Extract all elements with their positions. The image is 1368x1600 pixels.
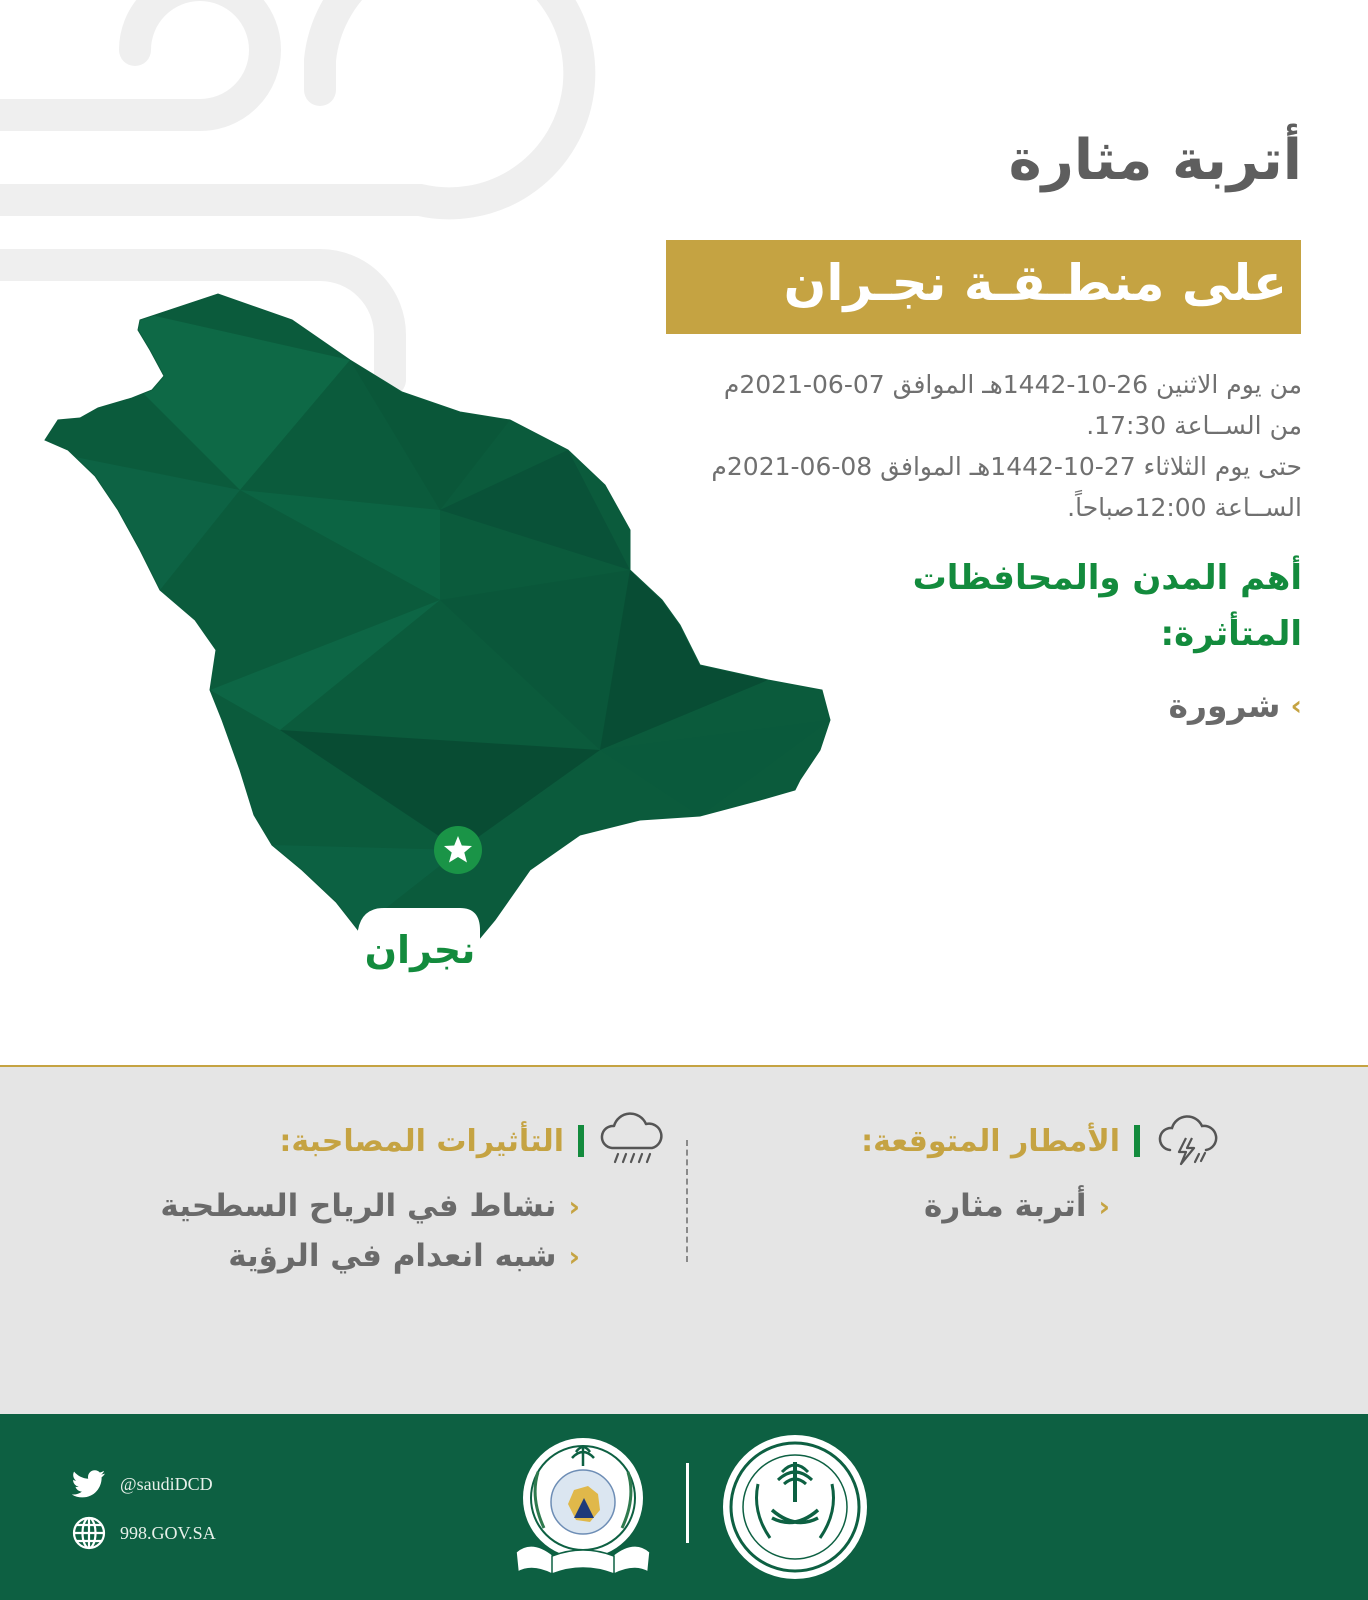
expected-section-title: الأمطار المتوقعة: — [861, 1123, 1120, 1159]
effects-item — [228, 1238, 580, 1274]
website-url: 998.GOV.SA — [120, 1522, 216, 1543]
globe-icon — [72, 1516, 106, 1550]
effects-item-label: شبه انعدام في الرؤية — [228, 1238, 557, 1274]
civil-defense-emblem — [502, 1432, 664, 1582]
map-region-label: نجران — [364, 928, 476, 972]
effects-item — [160, 1188, 580, 1224]
region-label: على منطـقـة نجـران — [783, 254, 1287, 312]
column-divider — [686, 1140, 688, 1262]
effects-item-label: نشاط في الرياح السطحية — [160, 1188, 557, 1224]
rain-cloud-icon — [598, 1108, 664, 1174]
twitter-link[interactable] — [72, 1470, 213, 1498]
twitter-handle: @saudiDCD — [120, 1473, 213, 1494]
period-line: من الســاعة 17:30. — [1086, 411, 1302, 440]
expected-item — [924, 1188, 1110, 1224]
region-banner — [666, 240, 1301, 334]
section-marker — [1134, 1125, 1140, 1157]
alert-period — [642, 364, 1302, 528]
section-marker — [578, 1125, 584, 1157]
period-line: حتى يوم الثلاثاء 27-10-1442هـ الموافق 08-06-2021م — [711, 452, 1302, 481]
chevron-left-icon: ‹ — [568, 1239, 580, 1273]
chevron-left-icon: ‹ — [1290, 689, 1302, 722]
storm-cloud-icon — [1154, 1108, 1220, 1174]
region-marker — [434, 826, 482, 874]
ministry-emblem — [722, 1434, 868, 1580]
website-link[interactable] — [72, 1516, 216, 1550]
footer — [0, 1414, 1368, 1600]
footer-separator — [686, 1463, 689, 1543]
city-label: شرورة — [1168, 686, 1281, 725]
chevron-left-icon: ‹ — [1098, 1189, 1110, 1223]
period-line: من يوم الاثنين 26-10-1442هـ الموافق 07-06-2021م — [723, 370, 1302, 399]
page-title: أتربة مثارة — [1008, 128, 1302, 193]
effects-section-header — [279, 1108, 664, 1174]
affected-city-item — [1168, 686, 1302, 725]
period-line: الســاعة 12:00صباحاً. — [1067, 493, 1302, 522]
twitter-icon — [72, 1470, 106, 1498]
chevron-left-icon: ‹ — [568, 1189, 580, 1223]
expected-item-label: أتربة مثارة — [924, 1188, 1087, 1224]
affected-cities-heading: أهم المدن والمحافظات المتأثرة: — [912, 558, 1302, 654]
effects-section-title: التأثيرات المصاحبة: — [279, 1123, 564, 1159]
expected-section-header — [861, 1108, 1220, 1174]
